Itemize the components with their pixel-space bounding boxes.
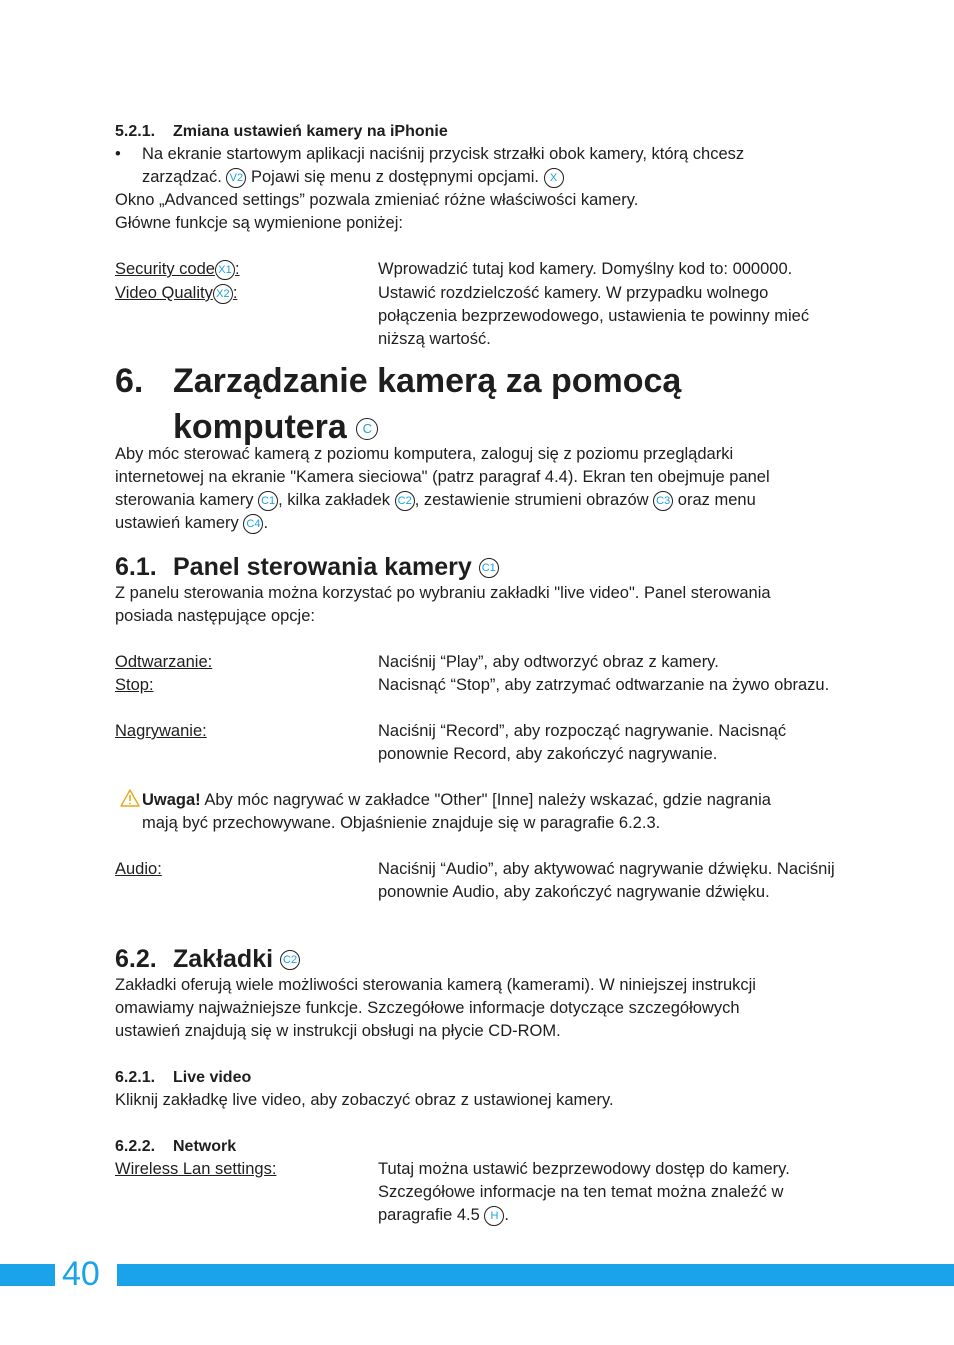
- paragraph-line: [115, 512, 835, 535]
- paragraph-line: omawiamy najważniejsze funkcje. Szczegółowe informacje dotyczące szczegółowych: [115, 999, 740, 1017]
- paragraph-line: posiada następujące opcje:: [115, 607, 315, 625]
- stop-desc: Nacisnąć “Stop”, aby zatrzymać odtwarzanie na żywo obrazu.: [378, 676, 830, 694]
- warning-line-1: [142, 789, 771, 812]
- record-desc: Naciśnij “Record”, aby rozpocząć nagrywanie. Nacisnąć ponownie Record, aby zakończyć nagrywanie.: [378, 722, 787, 763]
- text-fragment: , zestawienie strumieni obrazów: [414, 491, 649, 509]
- text-fragment: ustawień kamery: [115, 514, 239, 532]
- video-quality-label: [115, 282, 237, 305]
- section-title: Panel sterowania kamery: [173, 553, 472, 581]
- warning-text: Aby móc nagrywać w zakładce "Other" [Inne] należy wskazać, gdzie nagrania: [200, 791, 771, 809]
- video-quality-desc: Ustawić rozdzielczość kamery. W przypadku wolnego połączenia bezprzewodowego, ustawienia te powinny mieć niższą wartość.: [378, 284, 810, 348]
- section-number: 5.2.1.: [115, 123, 156, 140]
- security-code-label: [115, 258, 240, 281]
- wireless-lan-desc-3: [378, 1204, 838, 1227]
- paragraph-line: Z panelu sterowania można korzystać po wybraniu zakładki "live video". Panel sterowania: [115, 584, 771, 602]
- text-fragment: oraz menu: [677, 491, 756, 509]
- label-text: Security code: [115, 260, 215, 278]
- section-6-2-heading: [115, 944, 300, 974]
- paragraph-line: internetowej na ekranie "Kamera sieciowa" (patrz paragraf 4.4). Ekran ten obejmuje panel: [115, 468, 770, 486]
- v2-marker-icon: V2: [226, 168, 246, 188]
- section-title: Zakładki: [173, 945, 274, 973]
- wireless-lan-label: Wireless Lan settings:: [115, 1160, 277, 1178]
- chapter-title-cont: komputera: [173, 408, 347, 446]
- text-fragment: .: [263, 514, 269, 532]
- playback-label: Odtwarzanie:: [115, 653, 213, 671]
- stop-label: Stop:: [115, 676, 154, 694]
- c2-marker-icon: C2: [395, 491, 415, 511]
- section-title: Zmiana ustawień kamery na iPhonie: [173, 123, 448, 140]
- paragraph-line: Główne funkcje są wymienione poniżej:: [115, 214, 403, 232]
- page-number: 40: [62, 1255, 100, 1293]
- c4-marker-icon: C4: [243, 514, 263, 534]
- section-number: 6.2.1.: [115, 1069, 156, 1086]
- chapter-title: Zarządzanie kamerą za pomocą: [173, 362, 682, 400]
- label-colon: :: [232, 284, 238, 302]
- warning-icon: [120, 789, 140, 807]
- c1-marker-icon: C1: [479, 558, 499, 578]
- paragraph-line: [115, 489, 835, 512]
- audio-label: Audio:: [115, 860, 162, 878]
- chapter-6-heading-line-1: [115, 358, 681, 404]
- security-code-desc: Wprowadzić tutaj kod kamery. Domyślny kod to: 000000.: [378, 260, 793, 278]
- section-6-2-2-heading: [115, 1135, 236, 1158]
- label-text: Video Quality: [115, 284, 213, 302]
- bullet-line-2: [142, 166, 564, 189]
- c3-marker-icon: C3: [653, 491, 673, 511]
- c-marker-icon: C: [356, 418, 378, 440]
- section-title: Live video: [173, 1069, 252, 1086]
- paragraph-line: Aby móc sterować kamerą z poziomu komputera, zaloguj się z poziomu przeglądarki: [115, 445, 734, 463]
- text-fragment: zarządzać.: [142, 168, 222, 186]
- section-number: 6.1.: [115, 553, 157, 581]
- section-5-2-1-heading: [115, 120, 448, 143]
- text-fragment: sterowania kamery: [115, 491, 254, 509]
- chapter-number: 6.: [115, 362, 144, 400]
- text-fragment: Pojawi się menu z dostępnymi opcjami.: [250, 168, 539, 186]
- warning-bold: Uwaga!: [142, 791, 201, 809]
- c2-marker-icon: C2: [280, 950, 300, 970]
- paragraph-line: Kliknij zakładkę live video, aby zobaczyć obraz z ustawionej kamery.: [115, 1091, 614, 1109]
- paragraph-line: ustawień znajdują się w instrukcji obsługi na płycie CD-ROM.: [115, 1022, 561, 1040]
- paragraph-line: Zakładki oferują wiele możliwości sterowania kamerą (kamerami). W niniejszej instrukcji: [115, 976, 756, 994]
- text-fragment: paragrafie 4.5: [378, 1206, 480, 1224]
- text-fragment: , kilka zakładek: [278, 491, 391, 509]
- h-marker-icon: H: [484, 1206, 504, 1226]
- c1-marker-icon: C1: [258, 491, 278, 511]
- bullet-line-1: Na ekranie startowym aplikacji naciśnij przycisk strzałki obok kamery, którą chcesz: [142, 145, 745, 163]
- footer-bar: [0, 1264, 954, 1286]
- section-number: 6.2.: [115, 945, 157, 973]
- bullet-marker: •: [115, 145, 121, 163]
- text-fragment: .: [504, 1206, 510, 1224]
- section-title: Network: [173, 1138, 237, 1155]
- section-6-2-1-heading: [115, 1066, 251, 1089]
- label-colon: :: [234, 260, 240, 278]
- x-marker-icon: X: [544, 168, 564, 188]
- audio-desc: Naciśnij “Audio”, aby aktywować nagrywanie dźwięku. Naciśnij ponownie Audio, aby zakończyć nagrywanie dźwięku.: [378, 860, 835, 901]
- wireless-lan-desc-1: Tutaj można ustawić bezprzewodowy dostęp do kamery.: [378, 1160, 790, 1178]
- x1-marker-icon: X1: [215, 260, 235, 280]
- wireless-lan-desc-2: Szczegółowe informacje na ten temat można znaleźć w: [378, 1183, 784, 1201]
- x2-marker-icon: X2: [213, 284, 233, 304]
- warning-line-2: mają być przechowywane. Objaśnienie znajduje się w paragrafie 6.2.3.: [142, 814, 661, 832]
- record-label: Nagrywanie:: [115, 722, 207, 740]
- section-number: 6.2.2.: [115, 1138, 156, 1155]
- section-6-1-heading: [115, 552, 499, 582]
- playback-desc: Naciśnij “Play”, aby odtworzyć obraz z kamery.: [378, 653, 719, 671]
- paragraph-line: Okno „Advanced settings” pozwala zmieniać różne właściwości kamery.: [115, 191, 639, 209]
